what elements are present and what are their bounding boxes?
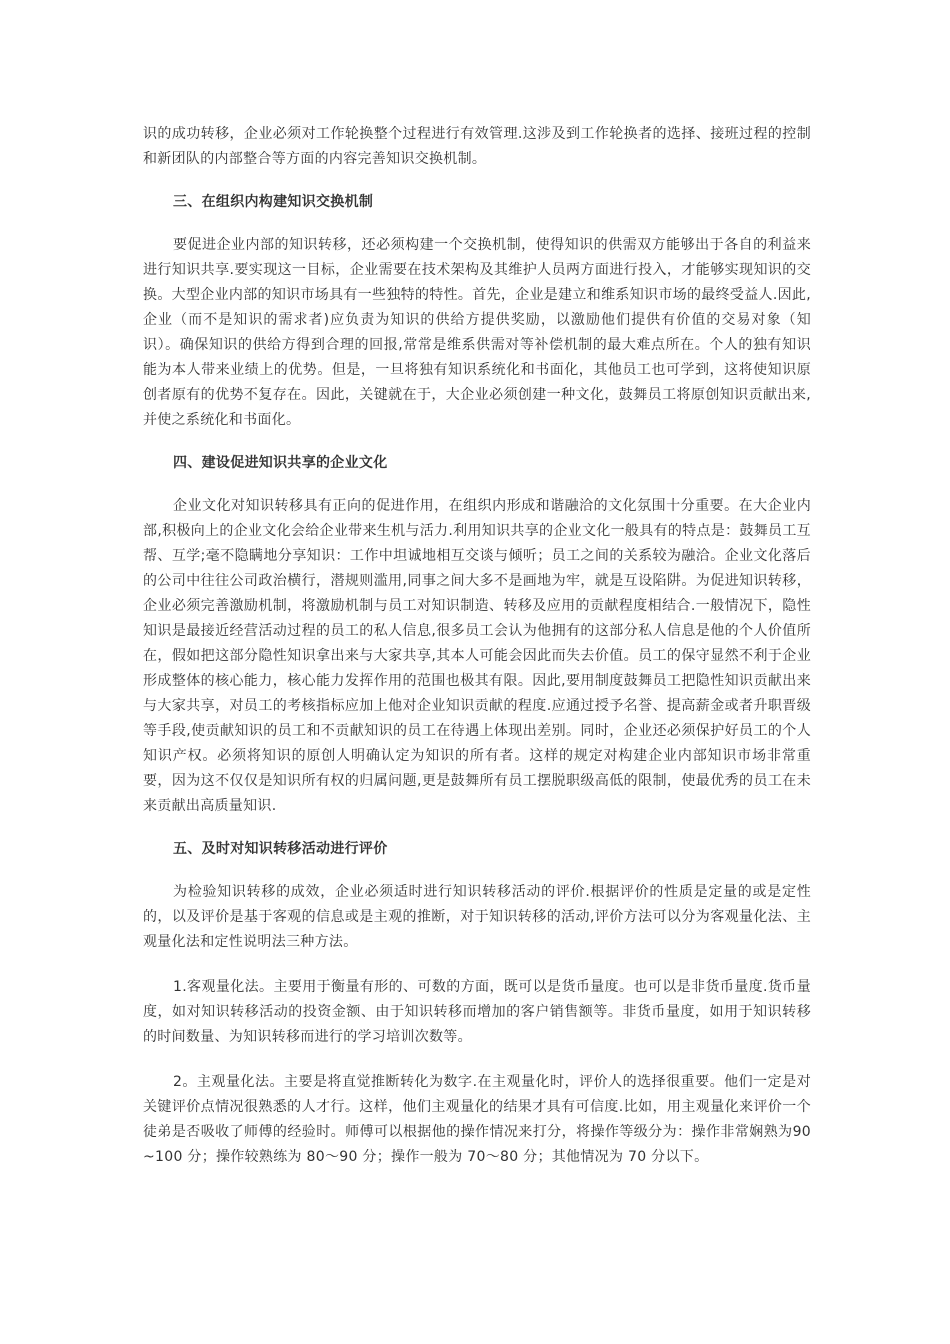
heading-section-5: 五、及时对知识转移活动进行评价 — [173, 841, 388, 857]
paragraph-section-4: 企业文化对知识转移具有正向的促进作用，在组织内形成和谐融洽的文化氛围十分重要。在大企业内部,积极向上的企业文化会给企业带来生机与活力.利用知识共享的企业文化一般具有的特点是：鼓舞员工互帮、互学;毫不隐瞒地分享知识：工作中坦诚地相互交谈与倾听；员工之间的关系较为融洽。企业文化落后的公司中往往公司政治横行，潜规则滥用,同事之间大多不是画地为牢，就是互设陷阱。为促进知识转移，企业必须完善激励机制，将激励机制与员工对知识制造、转移及应用的贡献程度相结合.一般情况下，隐性知识是最接近经营活动过程的员工的私人信息,很多员工会认为他拥有的这部分私人信息是他的个人价值所在，假如把这部分隐性知识拿出来与大家共享,其本人可能会因此而失去价值。员工的保守显然不利于企业形成整体的核心能力，核心能力发挥作用的范围也极其有限。因此,要用制度鼓舞员工把隐性知识贡献出来与大家共享，对员工的考核指标应加上他对企业知识贡献的程度.应通过授予名誉、提高薪金或者升职晋级等手段,使贡献知识的员工和不贡献知识的员工在待遇上体现出差别。同时，企业还必须保护好员工的个人知识产权。必须将知识的原创人明确认定为知识的所有者。这样的规定对构建企业内部知识市场非常重要，因为这不仅仅是知识所有权的归属问题,更是鼓舞所有员工摆脱职级高低的限制，使最优秀的员工在未来贡献出高质量知识. — [143, 498, 811, 814]
heading-section-4: 四、建设促进知识共享的企业文化 — [173, 455, 388, 471]
paragraph-subjective-method: 2。主观量化法。主要是将直觉推断转化为数字.在主观量化时，评价人的选择很重要。他们一定是对关键评价点情况很熟悉的人才行。这样，他们主观量化的结果才具有可信度.比如，用主观量化来评价一个徒弟是否吸收了师傅的经验时。师傅可以根据他的操作情况来打分，将操作等级分为：操作非常娴熟为90~100 分；操作较熟练为 80～90 分；操作一般为 70～80 分；其他情况为 70 分以下。 — [143, 1074, 811, 1165]
paragraph-section-5: 为检验知识转移的成效，企业必须适时进行知识转移活动的评价.根据评价的性质是定量的或是定性的，以及评价是基于客观的信息或是主观的推断，对于知识转移的活动,评价方法可以分为客观量化法、主观量化法和定性说明法三种方法。 — [143, 884, 811, 950]
paragraph-section-3: 要促进企业内部的知识转移，还必须构建一个交换机制，使得知识的供需双方能够出于各自的利益来进行知识共享.要实现这一目标，企业需要在技术架构及其维护人员两方面进行投入，才能够实现知识的交换。大型企业内部的知识市场具有一些独特的特性。首先，企业是建立和维系知识市场的最终受益人.因此,企业（而不是知识的需求者)应负责为知识的供给方提供奖励，以激励他们提供有价值的交易对象（知识）。确保知识的供给方得到合理的回报,常常是维系供需对等补偿机制的最大难点所在。个人的独有知识能为本人带来业绩上的优势。但是，一旦将独有知识系统化和书面化，其他员工也可学到，这将使知识原创者原有的优势不复存在。因此，关键就在于，大企业必须创建一种文化，鼓舞员工将原创知识贡献出来,并使之系统化和书面化。 — [143, 237, 811, 428]
paragraph-intro: 识的成功转移，企业必须对工作轮换整个过程进行有效管理.这涉及到工作轮换者的选择、接班过程的控制和新团队的内部整合等方面的内容完善知识交换机制。 — [143, 126, 811, 167]
heading-section-3: 三、在组织内构建知识交换机制 — [173, 194, 374, 210]
paragraph-objective-method: 1.客观量化法。主要用于衡量有形的、可数的方面，既可以是货币量度。也可以是非货币量度.货币量度，如对知识转移活动的投资金额、由于知识转移而增加的客户销售额等。非货币量度，如用于知识转移的时间数量、为知识转移而进行的学习培训次数等。 — [143, 979, 811, 1045]
document-page — [143, 122, 811, 1170]
